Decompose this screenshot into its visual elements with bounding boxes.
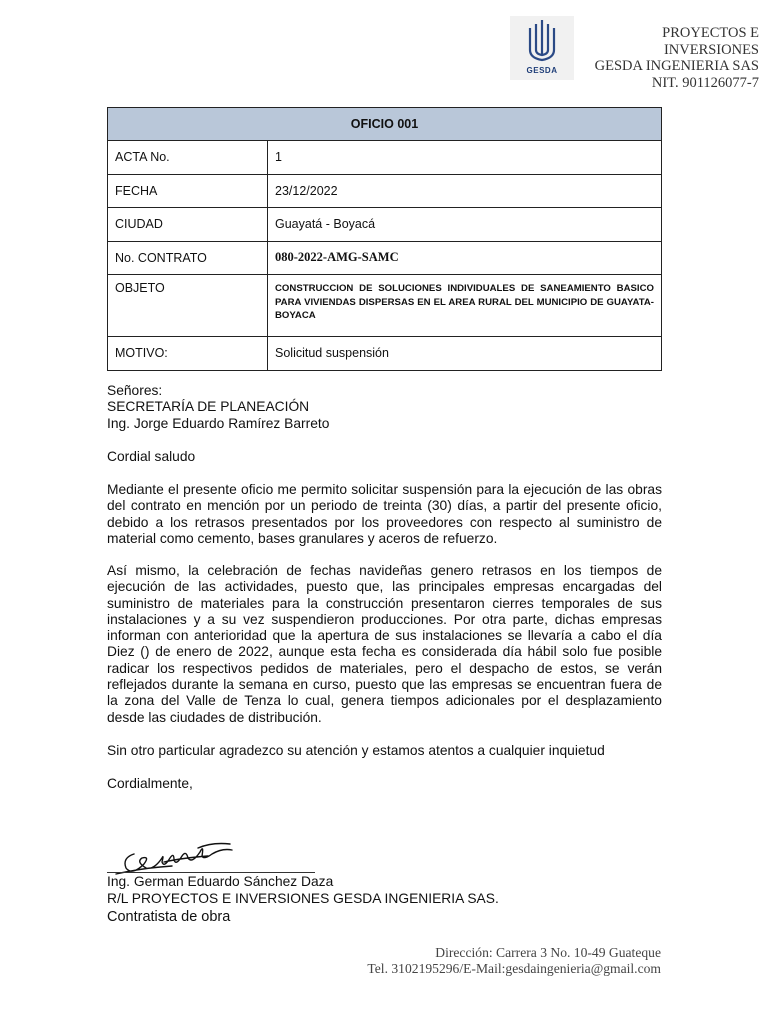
paragraph: Así mismo, la celebración de fechas navideñas genero retrasos en los tiempos de ejecución de las actividades, puesto que, las principales empresas encargadas del suministro de materiales para la construcción presentaron cierres temporales de sus instalaciones y a su vez suspendieron producciones. Por otra parte, dichas empresas informan con anterioridad que la apertura de sus instalaciones se llevaría a cabo el día Diez () de enero de 2022, aunque esta fecha es considerada día hábil solo fue posible radicar los respectivos pedidos de materiales, pero el despacho de estos, se verán reflejados durante la semana en curso, puesto que las empresas se encuentran fuera de la zona del Valle de Tenza lo cual, genera tiempos adicionales por el desplazamiento desde las ciudades de distribución. <box>107 563 662 725</box>
contract-number: 080-2022-AMG-SAMC <box>268 241 662 275</box>
table-row <box>108 208 662 242</box>
closing: Cordialmente, <box>107 776 193 791</box>
logo-text: GESDA <box>526 66 558 75</box>
company-logo <box>510 16 574 80</box>
table-row <box>108 241 662 275</box>
greeting: Cordial saludo <box>107 449 196 464</box>
handwritten-signature <box>112 828 242 878</box>
row-value: Solicitud suspensión <box>268 337 662 371</box>
row-value: Guayatá - Boyacá <box>268 208 662 242</box>
oficio-table <box>107 107 662 371</box>
recipient-name: Ing. Jorge Eduardo Ramírez Barreto <box>107 415 330 431</box>
row-label: MOTIVO: <box>108 337 268 371</box>
row-label: OBJETO <box>108 275 268 337</box>
recipient-salutation: Señores: <box>107 383 163 398</box>
signature-line <box>107 872 315 873</box>
company-name <box>595 25 759 91</box>
row-label: CIUDAD <box>108 208 268 242</box>
letterhead <box>510 14 760 91</box>
table-row <box>108 174 662 208</box>
row-value: 1 <box>268 141 662 175</box>
footer <box>367 945 661 977</box>
recipient-office: SECRETARÍA DE PLANEACIÓN <box>107 399 310 415</box>
recipient-block <box>107 383 662 432</box>
table-row <box>108 337 662 371</box>
company-line: GESDA INGENIERIA SAS <box>594 58 759 74</box>
signer-company: R/L PROYECTOS E INVERSIONES GESDA INGENIERIA SAS. <box>107 891 499 906</box>
logo-mark-icon <box>522 20 562 64</box>
row-label: FECHA <box>108 174 268 208</box>
signer-name: Ing. German Eduardo Sánchez Daza <box>107 874 334 889</box>
company-line: PROYECTOS E <box>662 25 759 41</box>
paragraph: Mediante el presente oficio me permito solicitar suspensión para la ejecución de las obras del contrato en mención por un periodo de treinta (30) días, a partir del presente oficio, debido a los retrasos presentados por los proveedores con respecto al suministro de material como cemento, bases granulares y aceros de refuerzo. <box>107 482 662 546</box>
row-value: 23/12/2022 <box>268 174 662 208</box>
footer-address: Dirección: Carrera 3 No. 10-49 Guateque <box>435 945 661 960</box>
object-description: CONSTRUCCION DE SOLUCIONES INDIVIDUALES DE SANEAMIENTO BASICO PARA VIVIENDAS DISPERSAS EN EL AREA RURAL DEL MUNICIPIO DE GUAYATA-BOYACA <box>268 275 662 337</box>
row-label: No. CONTRATO <box>108 241 268 275</box>
table-row <box>108 141 662 175</box>
signer-role: Contratista de obra <box>107 909 231 925</box>
footer-contact: Tel. 3102195296/E-Mail:gesdaingenieria@gmail.com <box>367 961 661 976</box>
table-header-row <box>108 108 662 141</box>
table-row <box>108 275 662 337</box>
paragraph: Sin otro particular agradezco su atención y estamos atentos a cualquier inquietud <box>107 743 605 758</box>
table-title: OFICIO 001 <box>108 108 662 141</box>
company-line: INVERSIONES <box>663 41 759 58</box>
company-nit: NIT. 901126077-7 <box>651 74 759 91</box>
row-label: ACTA No. <box>108 141 268 175</box>
